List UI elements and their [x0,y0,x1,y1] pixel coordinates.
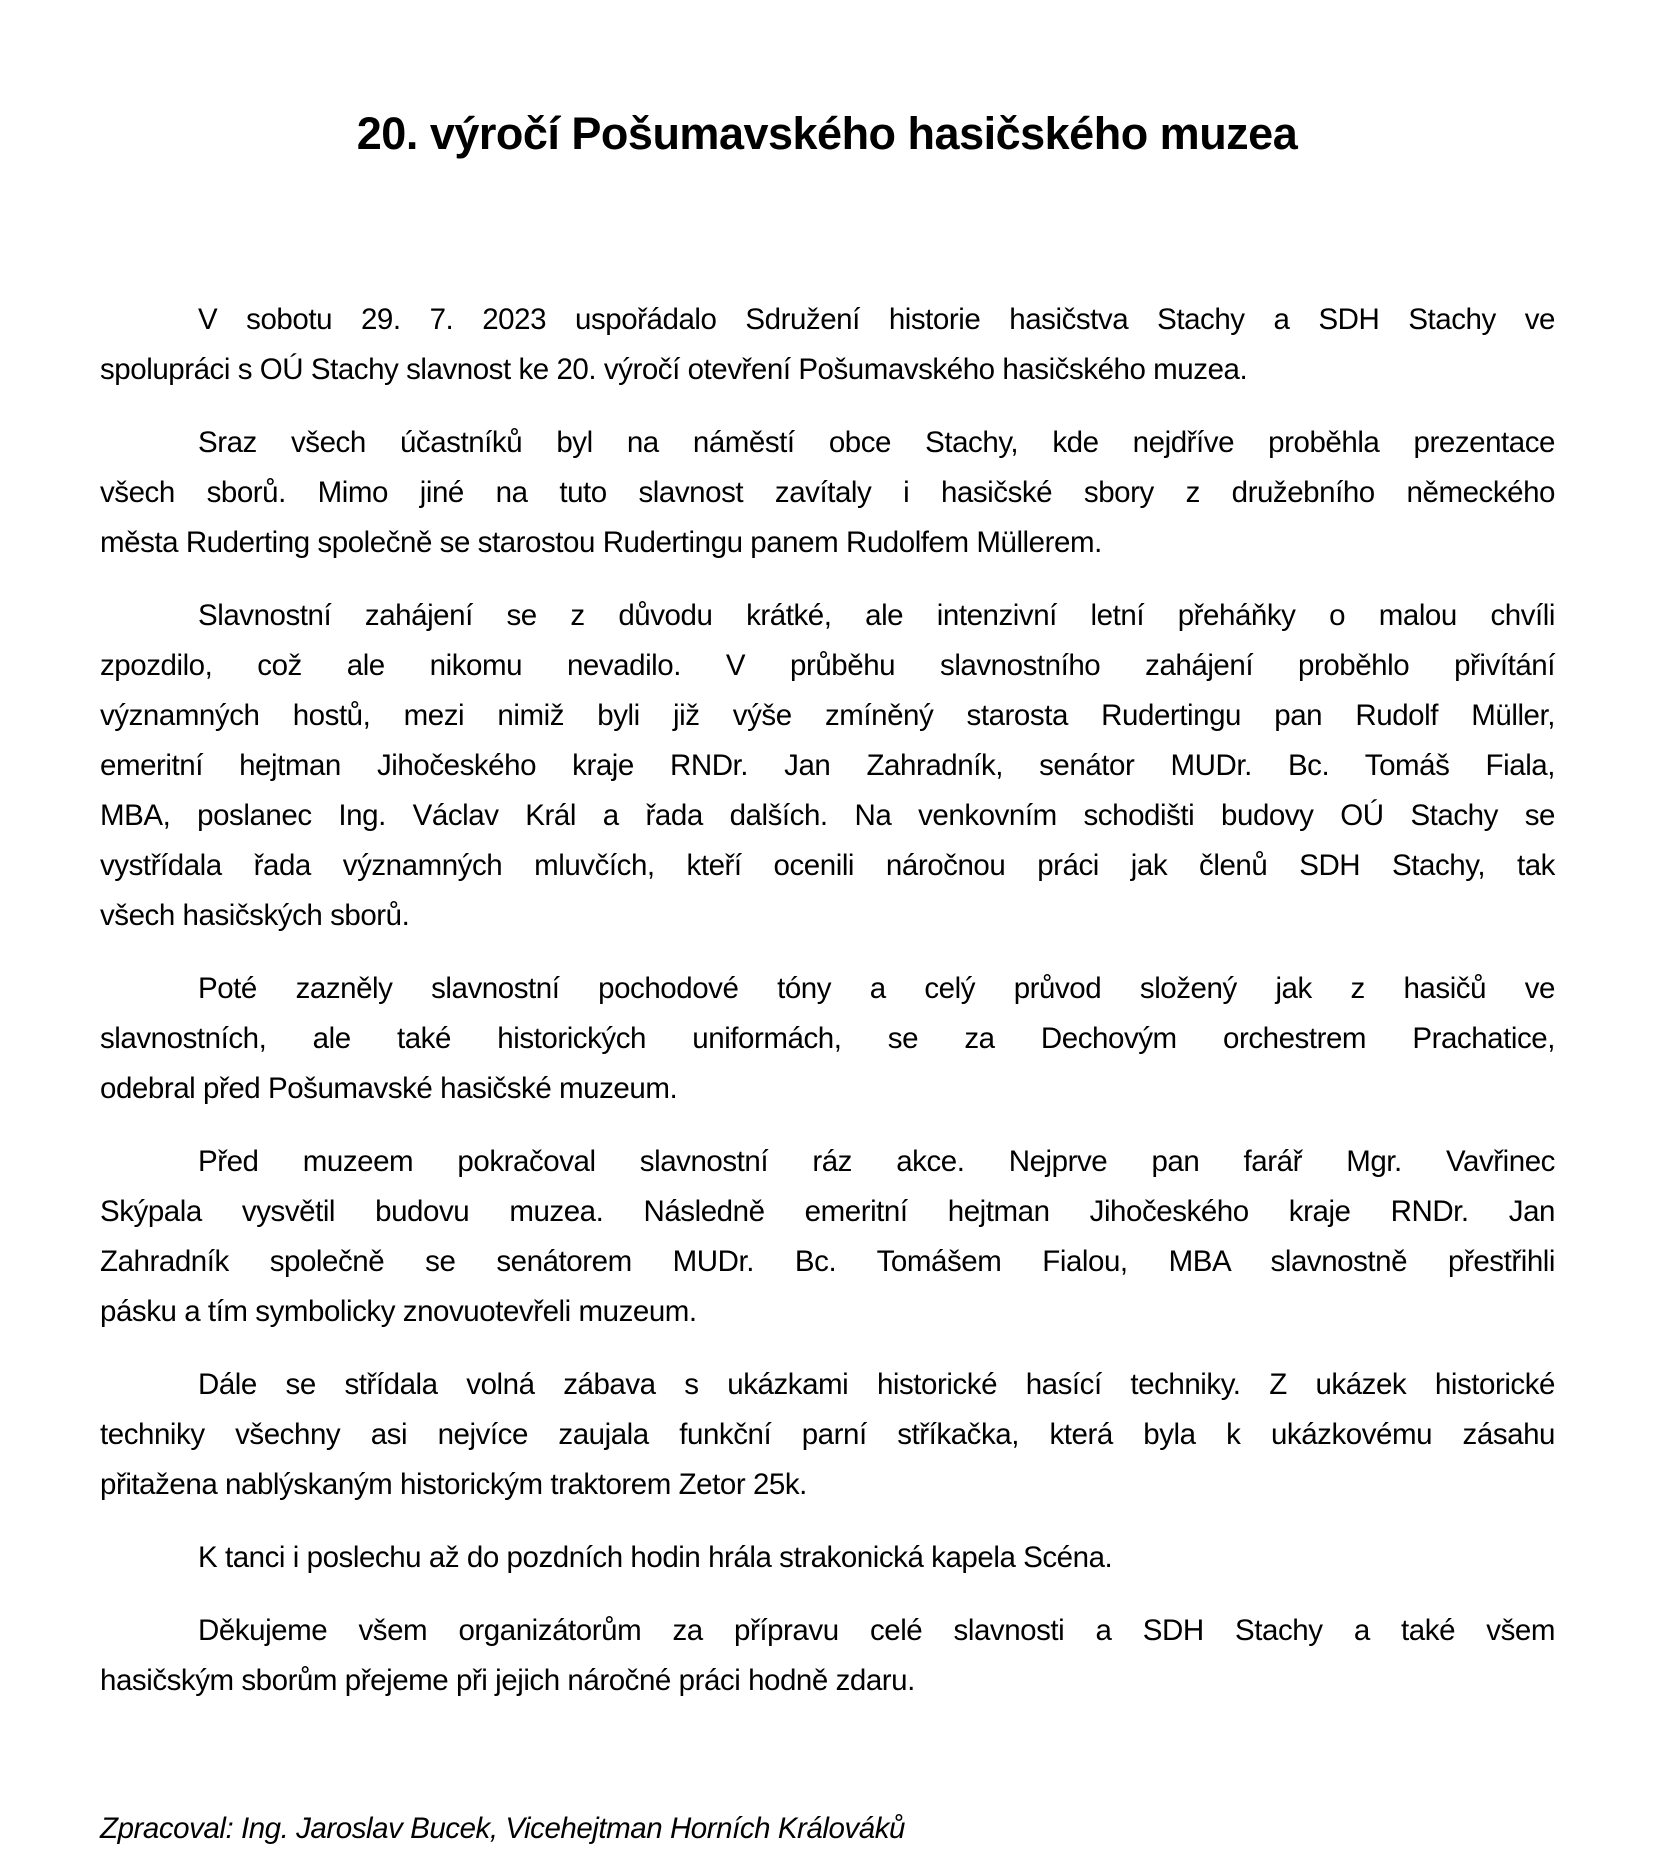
paragraph [100,1137,1555,1337]
text-line: vystřídala řada významných mluvčích, kteří ocenili náročnou práci jak členů SDH Stachy, tak [100,849,1555,882]
text-line: V sobotu 29. 7. 2023 uspořádalo Sdružení historie hasičstva Stachy a SDH Stachy ve [198,303,1555,336]
paragraph [100,295,1555,395]
text-line: Dále se střídala volná zábava s ukázkami historické hasící techniky. Z ukázek historické [198,1368,1555,1401]
signature: Zpracoval: Ing. Jaroslav Bucek, Vicehejtman Horních Králováků [100,1812,905,1845]
paragraph [100,1606,1555,1706]
paragraph [100,591,1555,941]
document-title: 20. výročí Pošumavského hasičského muzea [356,108,1298,159]
paragraph [100,1533,1555,1583]
text-line: slavnostních, ale také historických uniformách, se za Dechovým orchestrem Prachatice, [100,1022,1555,1055]
text-line: zpozdilo, což ale nikomu nevadilo. V průběhu slavnostního zahájení proběhlo přivítání [100,649,1555,682]
text-line: MBA, poslanec Ing. Václav Král a řada dalších. Na venkovním schodišti budovy OÚ Stachy se [100,799,1555,832]
text-line: pásku a tím symbolicky znovuotevřeli muzeum. [100,1295,697,1328]
text-line: Děkujeme všem organizátorům za přípravu celé slavnosti a SDH Stachy a také všem [198,1614,1555,1647]
text-line: hasičským sborům přejeme při jejich náročné práci hodně zdaru. [100,1664,915,1697]
text-line: všech sborů. Mimo jiné na tuto slavnost zavítaly i hasičské sbory z družebního německého [100,476,1555,509]
text-line: Slavnostní zahájení se z důvodu krátké, ale intenzivní letní přeháňky o malou chvíli [198,599,1555,632]
text-line: významných hostů, mezi nimiž byli již výše zmíněný starosta Rudertingu pan Rudolf Müller, [100,699,1555,732]
text-line: přitažena nablýskaným historickým traktorem Zetor 25k. [100,1468,807,1501]
text-line: Skýpala vysvětil budovu muzea. Následně emeritní hejtman Jihočeského kraje RNDr. Jan [100,1195,1555,1228]
text-line: emeritní hejtman Jihočeského kraje RNDr. Jan Zahradník, senátor MUDr. Bc. Tomáš Fiala, [100,749,1555,782]
text-line: Poté zazněly slavnostní pochodové tóny a celý průvod složený jak z hasičů ve [198,972,1555,1005]
paragraph [100,418,1555,568]
text-line: Zahradník společně se senátorem MUDr. Bc. Tomášem Fialou, MBA slavnostně přestřihli [100,1245,1555,1278]
text-line: města Ruderting společně se starostou Rudertingu panem Rudolfem Müllerem. [100,526,1102,559]
text-line: techniky všechny asi nejvíce zaujala funkční parní stříkačka, která byla k ukázkovému zásahu [100,1418,1555,1451]
text-line: Před muzeem pokračoval slavnostní ráz akce. Nejprve pan farář Mgr. Vavřinec [198,1145,1555,1178]
text-line: K tanci i poslechu až do pozdních hodin hrála strakonická kapela Scéna. [198,1541,1113,1574]
text-line: spolupráci s OÚ Stachy slavnost ke 20. výročí otevření Pošumavského hasičského muzea. [100,353,1248,386]
text-line: odebral před Pošumavské hasičské muzeum. [100,1072,678,1105]
article-body [100,295,1555,1729]
text-line: všech hasičských sborů. [100,899,410,932]
text-line: Sraz všech účastníků byl na náměstí obce Stachy, kde nejdříve proběhla prezentace [198,426,1555,459]
paragraph [100,964,1555,1114]
paragraph [100,1360,1555,1510]
